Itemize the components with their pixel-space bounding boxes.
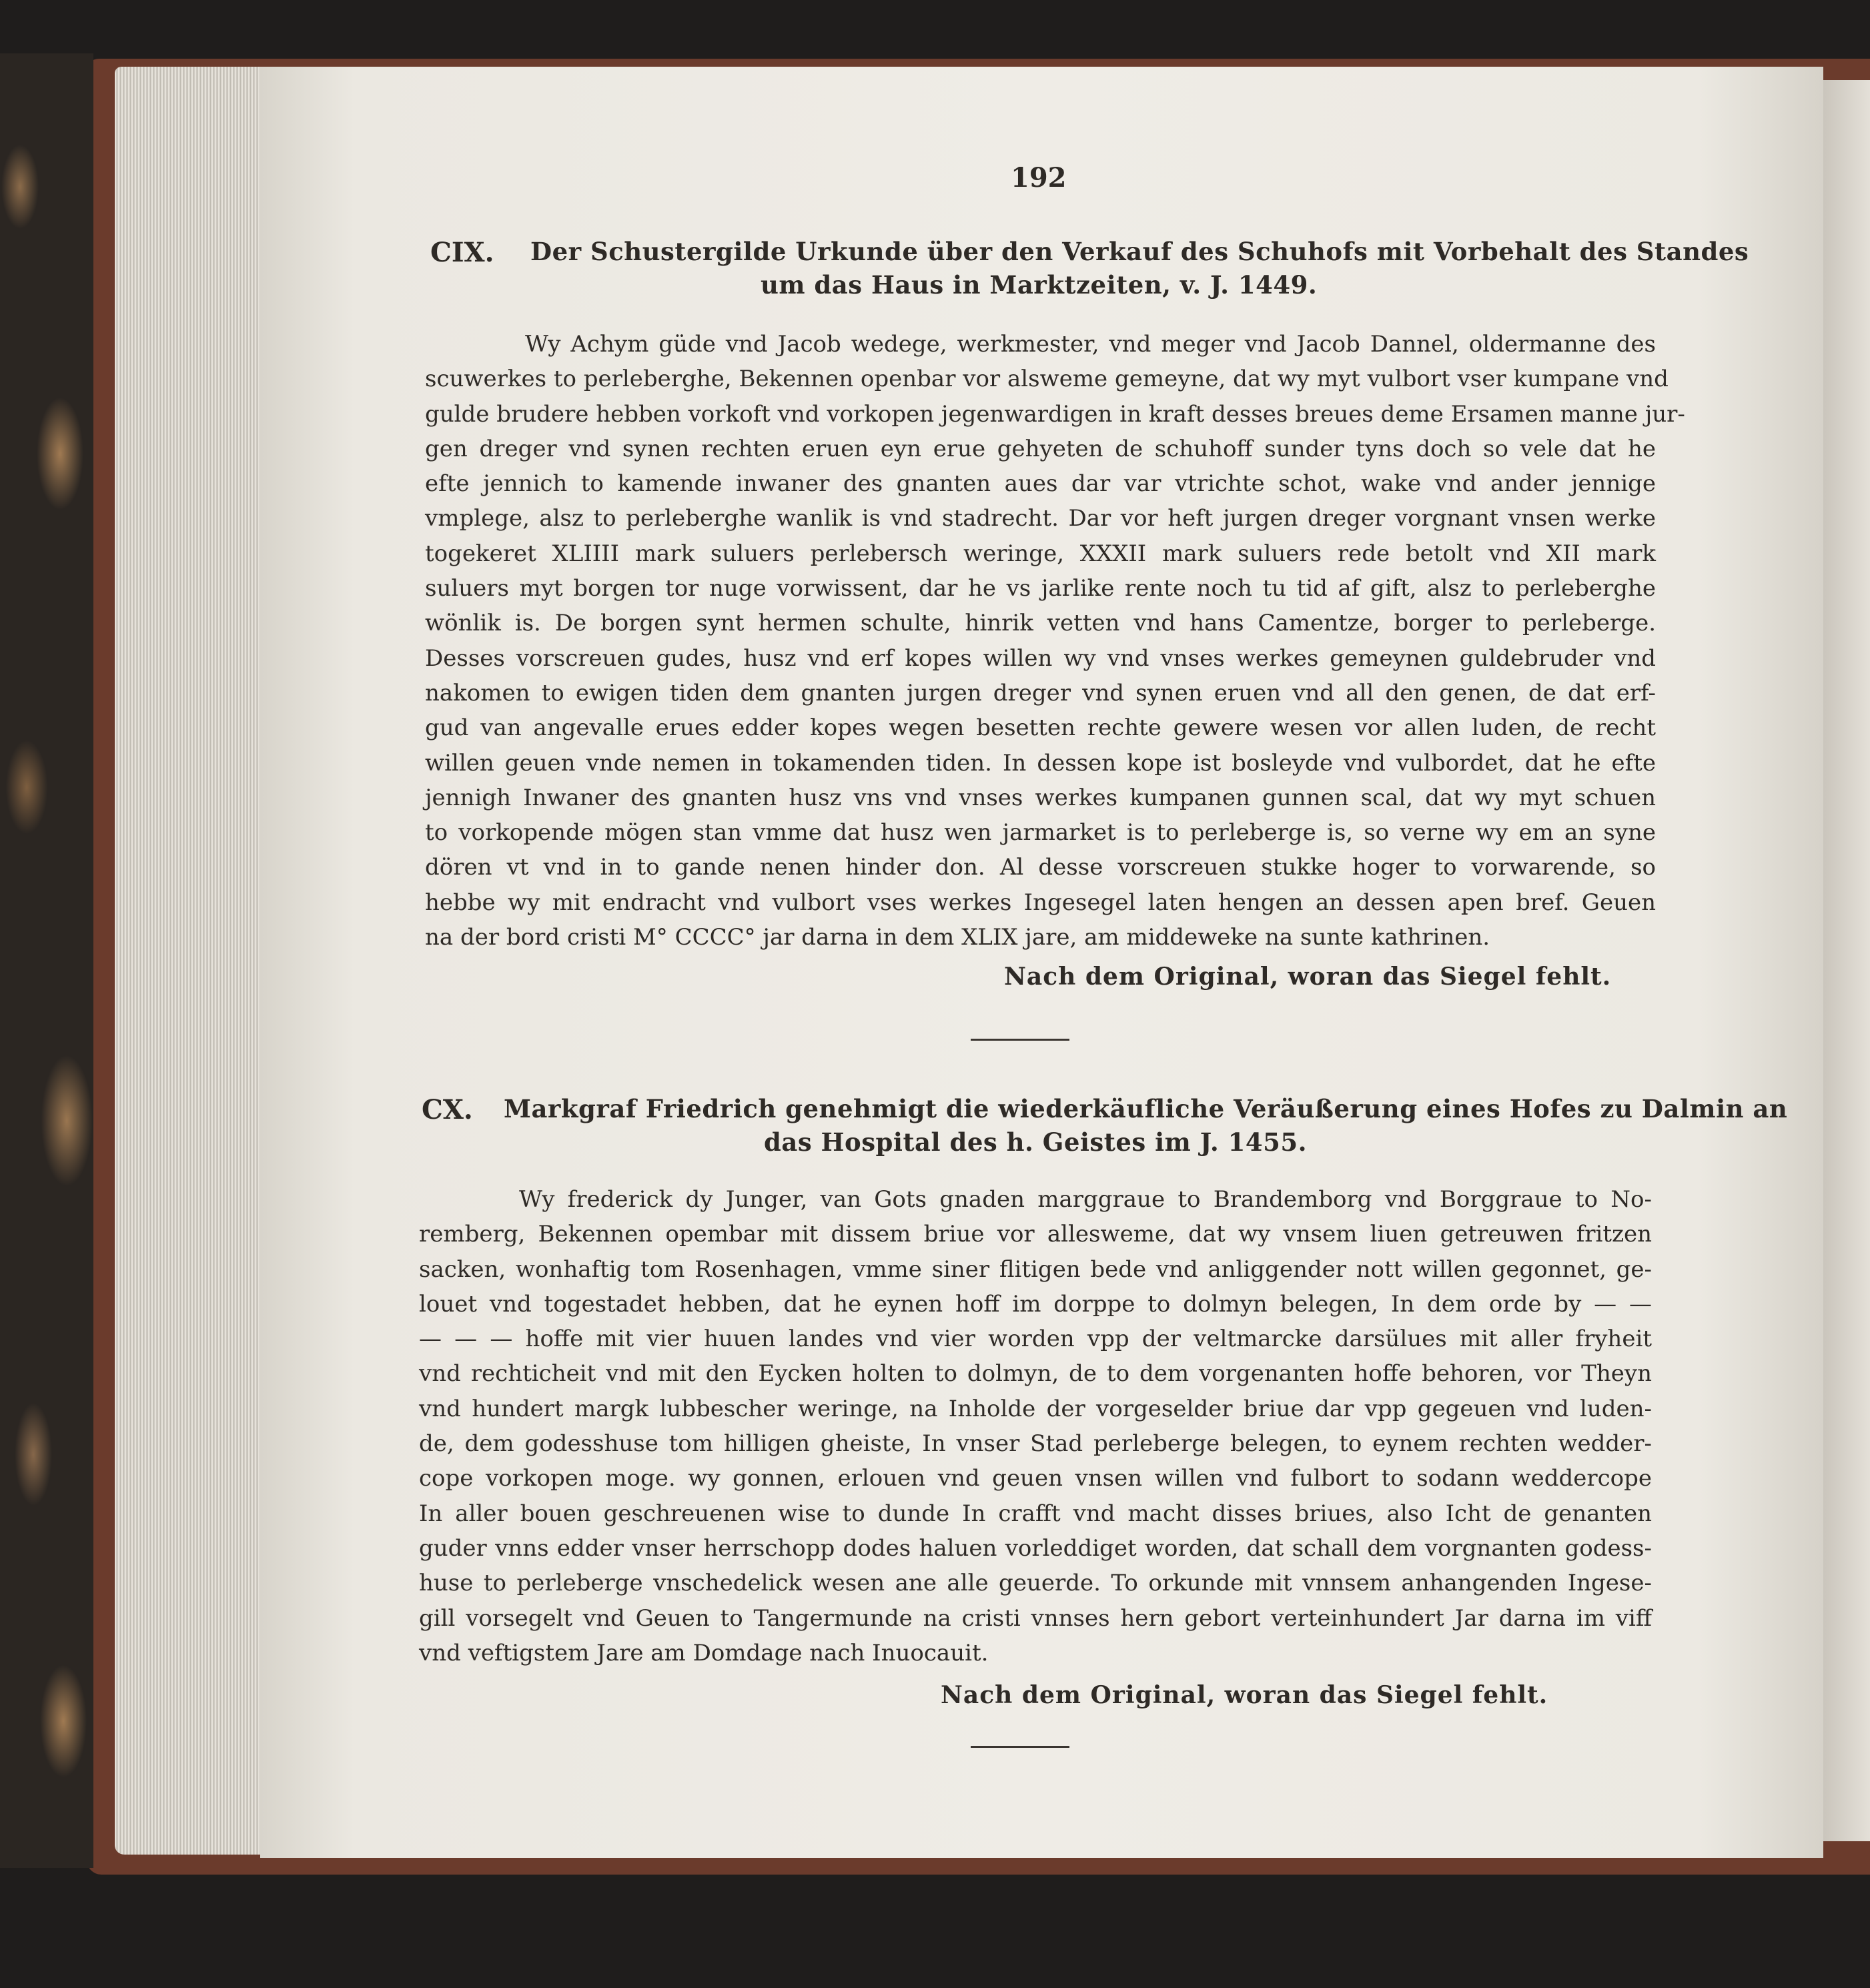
body-line: gill vorsegelt vnd Geuen to Tangermunde na cristi vnnses hern gebort verteinhundert Jar darna im viff xyxy=(419,1604,1652,1632)
facing-page-edge xyxy=(1821,80,1870,1841)
body-line: vnd hundert margk lubbescher weringe, na Inholde der vorgeselder briue dar vpp gegeuen vnd luden- xyxy=(419,1395,1652,1422)
body-line: na der bord cristi M° CCCC° jar darna in dem XLIX jare, am middeweke na sunte kathrinen. xyxy=(425,924,1490,951)
source-note-cx: Nach dem Original, woran das Siegel fehlt. xyxy=(941,1681,1548,1709)
section-heading-cix-line2: um das Haus in Marktzeiten, v. J. 1449. xyxy=(761,270,1318,300)
body-line: de, dem godesshuse tom hilligen gheiste, In vnser Stad perleberge belegen, to eynem rechten wedder- xyxy=(419,1430,1652,1458)
body-line: Wy Achym güde vnd Jacob wedege, werkmester, vnd meger vnd Jacob Dannel, oldermanne des xyxy=(525,331,1656,358)
body-line: togekeret XLIIII mark suluers perlebersch weringe, XXXII mark suluers rede betolt vnd XII mark xyxy=(425,540,1656,567)
body-line: In aller bouen geschreuenen wise to dunde In crafft vnd macht disses briues, also Icht de genanten xyxy=(419,1500,1652,1527)
body-line: gud van angevalle erues edder kopes wegen besetten rechte gewere wesen vor allen luden, de recht xyxy=(425,714,1656,742)
body-line: huse to perleberge vnschedelick wesen ane alle geuerde. To orkunde mit vnnsem anhangenden Ingese- xyxy=(419,1570,1652,1597)
body-line: Wy frederick dy Junger, van Gots gnaden marggraue to Brandemborg vnd Borggraue to No- xyxy=(519,1186,1652,1213)
body-line: gen dreger vnd synen rechten eruen eyn erue gehyeten de schuhoff sunder tyns doch so vele dat he xyxy=(425,435,1656,462)
page-number: 192 xyxy=(1011,162,1067,193)
body-line: vmplege, alsz to perleberghe wanlik is vnd stadrecht. Dar vor heft jurgen dreger vorgnant vnsen werke xyxy=(425,505,1656,532)
section-divider xyxy=(971,1039,1069,1041)
section-divider xyxy=(971,1746,1069,1748)
body-line: willen geuen vnde nemen in tokamenden tiden. In dessen kope ist bosleyde vnd vulbordet, dat he efte xyxy=(425,749,1656,777)
page-edges xyxy=(115,67,268,1855)
body-line: wönlik is. De borgen synt hermen schulte, hinrik vetten vnd hans Camentze, borger to perleberge. xyxy=(425,610,1656,637)
body-line: nakomen to ewigen tiden dem gnanten jurgen dreger vnd synen eruen vnd all den genen, de dat erf- xyxy=(425,679,1656,706)
body-line: dören vt vnd in to gande nenen hinder don. Al desse vorscreuen stukke hoger to vorwarende, so xyxy=(425,854,1656,881)
body-line: Desses vorscreuen gudes, husz vnd erf kopes willen wy vnd vnses werkes gemeynen guldebruder vnd xyxy=(425,644,1656,672)
section-heading-cx-line1: Markgraf Friedrich genehmigt die wiederkäufliche Veräußerung eines Hofes zu Dalmin an xyxy=(504,1094,1788,1123)
body-line: sacken, wonhaftig tom Rosenhagen, vmme siner flitigen bede vnd anliggender nott willen gegonnet, ge- xyxy=(419,1256,1652,1283)
body-line: to vorkopende mögen stan vmme dat husz wen jarmarket is to perleberge is, so verne wy em an syne xyxy=(425,819,1656,847)
body-line: hebbe wy mit endracht vnd vulbort vses werkes Ingesegel laten hengen an dessen apen bref. Geuen xyxy=(425,889,1656,916)
section-number-cix: CIX. xyxy=(430,237,494,268)
body-line: jennigh Inwaner des gnanten husz vns vnd vnses werkes kumpanen gunnen scal, dat wy myt schuen xyxy=(425,784,1656,811)
section-heading-cx-line2: das Hospital des h. Geistes im J. 1455. xyxy=(764,1127,1307,1157)
body-line: — — — hoffe mit vier huuen landes vnd vier worden vpp der veltmarcke darsülues mit aller fryheit xyxy=(419,1326,1652,1353)
source-note-cix: Nach dem Original, woran das Siegel fehlt. xyxy=(1004,963,1612,991)
section-heading-cix-line1: Der Schustergilde Urkunde über den Verkauf des Schuhofs mit Vorbehalt des Standes xyxy=(530,237,1749,266)
section-number-cx: CX. xyxy=(422,1094,473,1125)
section-body-cix xyxy=(425,327,1685,955)
body-line: scuwerkes to perleberghe, Bekennen openbar vor alsweme gemeyne, dat wy myt vulbort vser kumpane vnd xyxy=(425,366,1669,393)
body-line: vnd veftigstem Jare am Domdage nach Inuocauit. xyxy=(419,1639,989,1666)
marbled-edge xyxy=(0,53,93,1868)
body-line: cope vorkopen moge. wy gonnen, erlouen vnd geuen vnsen willen vnd fulbort to sodann weddercope xyxy=(419,1465,1652,1492)
body-line: remberg, Bekennen opembar mit dissem briue vor allesweme, dat wy vnsem liuen getreuwen fritzen xyxy=(419,1221,1652,1248)
body-line: louet vnd togestadet hebben, dat he eynen hoff im dorppe to dolmyn belegen, In dem orde by — — xyxy=(419,1290,1652,1318)
body-line: gulde brudere hebben vorkoft vnd vorkopen jegenwardigen in kraft desses breues deme Ersamen manne jur- xyxy=(425,400,1685,428)
section-body-cx xyxy=(419,1182,1652,1670)
body-line: suluers myt borgen tor nuge vorwissent, dar he vs jarlike rente noch tu tid af gift, alsz to perleberghe xyxy=(425,575,1656,602)
body-line: efte jennich to kamende inwaner des gnanten aues dar var vtrichte schot, wake vnd ander jennige xyxy=(425,470,1656,498)
body-line: vnd rechticheit vnd mit den Eycken holten to dolmyn, de to dem vorgenanten hoffe behoren, vor Theyn xyxy=(419,1360,1652,1388)
body-line: guder vnns edder vnser herrschopp dodes haluen vorleddiget worden, dat schall dem vorgnanten godess- xyxy=(419,1534,1652,1562)
